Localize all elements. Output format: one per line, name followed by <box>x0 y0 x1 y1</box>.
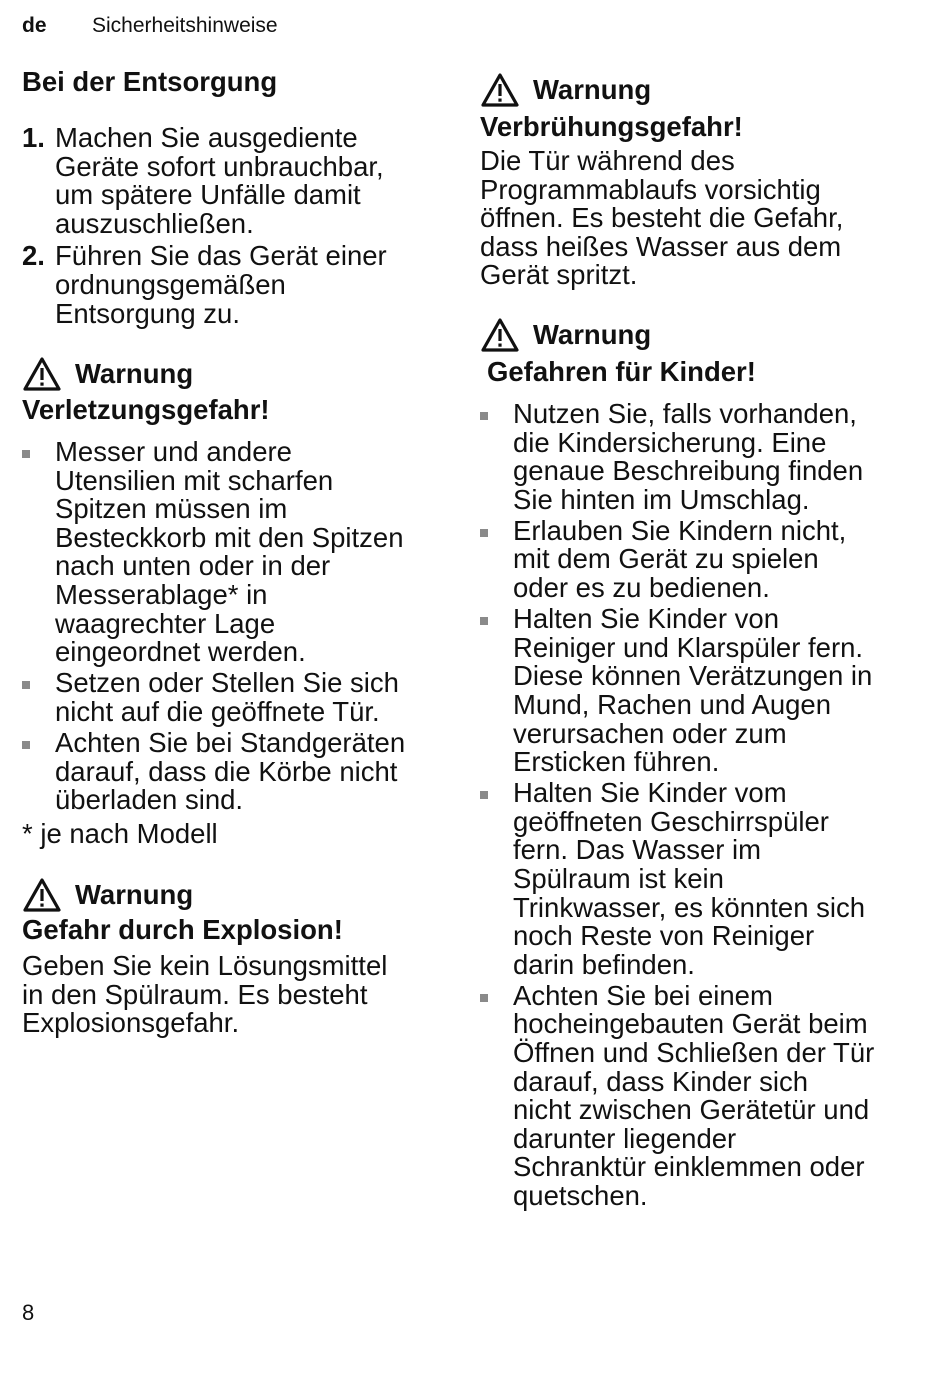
footnote: * je nach Modell <box>22 818 218 849</box>
section-title: Sicherheitshinweise <box>92 14 278 37</box>
step-number: 2. <box>22 240 45 272</box>
list-item: Halten Sie Kinder von Reiniger und Klarspüler fern. Diese können Verätzungen in Mund, Rachen und Augen verursachen oder zum Ersticken führen. <box>480 605 874 777</box>
warning-triangle-icon <box>22 356 62 392</box>
warning-scald-title: Warnung <box>480 72 651 108</box>
page-header <box>22 14 278 38</box>
warning-explosion-title: Warnung <box>22 877 193 913</box>
language-code: de <box>22 14 47 37</box>
bullet-square-icon <box>480 982 513 1211</box>
bullet-square-icon <box>22 729 55 815</box>
bullet-square-icon <box>480 517 513 603</box>
list-item: Achten Sie bei Standgeräten darauf, dass die Körbe nicht überladen sind. <box>22 729 405 815</box>
warning-children-title: Warnung <box>480 317 651 353</box>
page-number: 8 <box>22 1300 35 1325</box>
list-item: Erlauben Sie Kindern nicht, mit dem Gerät zu spielen oder es zu bedienen. <box>480 517 874 603</box>
explosion-text: Geben Sie kein Lösungsmittel in den Spülraum. Es besteht Explosionsgefahr. <box>22 950 388 1039</box>
disposal-step <box>22 124 387 238</box>
list-item: Setzen oder Stellen Sie sich nicht auf die geöffnete Tür. <box>22 669 405 726</box>
warning-explosion-subtitle: Gefahr durch Explosion! <box>22 914 343 945</box>
disposal-step <box>22 242 387 328</box>
bullet-square-icon <box>22 669 55 726</box>
list-item: Halten Sie Kinder vom geöffneten Geschirrspüler fern. Das Wasser im Spülraum ist kein Trinkwasser, es könnten sich noch Reste von Reiniger darin befinden. <box>480 779 874 979</box>
list-item: Messer und andere Utensilien mit scharfen Spitzen müssen im Besteckkorb mit den Spitzen nach unten oder in der Messerablage* in waagrechter Lage eingeordnet werden. <box>22 438 405 667</box>
injury-bullet-list <box>22 438 405 817</box>
disposal-heading: Bei der Entsorgung <box>22 66 278 97</box>
list-item: Achten Sie bei einem hocheingebauten Gerät beim Öffnen und Schließen der Tür darauf, dass Kinder sich nicht zwischen Gerätetür und darunter liegender Schranktür einklemmen oder quetschen. <box>480 982 874 1211</box>
step-text: Führen Sie das Gerät einer ordnungsgemäßen Entsorgung zu. <box>55 240 387 329</box>
children-bullet-list <box>480 400 874 1213</box>
bullet-square-icon <box>22 438 55 667</box>
bullet-square-icon <box>480 400 513 514</box>
warning-triangle-icon <box>480 72 520 108</box>
warning-children-subtitle: Gefahren für Kinder! <box>487 356 756 387</box>
list-item: Nutzen Sie, falls vorhanden, die Kindersicherung. Eine genaue Beschreibung finden Sie hinten im Umschlag. <box>480 400 874 514</box>
scald-text: Die Tür während des Programmablaufs vorsichtig öffnen. Es besteht die Gefahr, dass heißes Wasser aus dem Gerät spritzt. <box>480 145 844 291</box>
step-number: 1. <box>22 122 45 153</box>
warning-injury-title: Warnung <box>22 356 193 392</box>
step-text: Machen Sie ausgediente Geräte sofort unbrauchbar, um spätere Unfälle damit auszuschließen. <box>55 122 384 239</box>
bullet-square-icon <box>480 605 513 777</box>
disposal-steps <box>22 124 387 332</box>
warning-triangle-icon <box>22 877 62 913</box>
bullet-square-icon <box>480 779 513 979</box>
warning-triangle-icon <box>480 317 520 353</box>
warning-injury-subtitle: Verletzungsgefahr! <box>22 394 270 425</box>
warning-scald-subtitle: Verbrühungsgefahr! <box>480 111 743 142</box>
